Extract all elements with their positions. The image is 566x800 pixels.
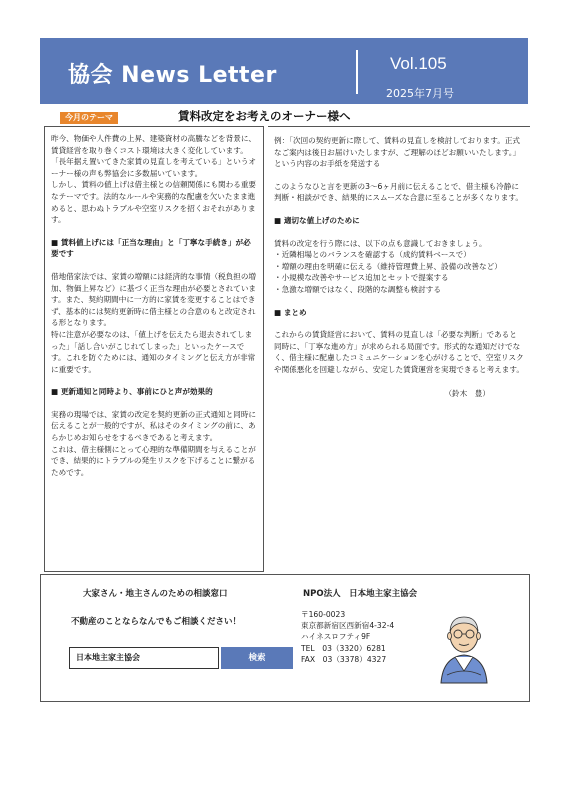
address-line: 〒160-0023 <box>301 610 346 619</box>
paragraph: 特に注意が必要なのは、「値上げを伝えたら退去されてしまった」「話し合いがこじれてしまった」といったケースです。これを防ぐためには、通知のタイミングと伝え方が非常に重要です。 <box>51 329 256 374</box>
phone-line: TEL 03（3320）6281 <box>301 643 386 653</box>
paragraph: 実務の現場では、家賃の改定を契約更新の正式通知と同時に伝えることが一般的ですが、私はそのタイミングの前に、あらかじめお知らせをするべきであると考えます。 <box>51 409 257 443</box>
organization-name: NPO法人 日本地主家主協会 <box>303 589 418 599</box>
newsletter-header <box>40 38 528 104</box>
consult-title: 大家さん・地主さんのための相談窓口 <box>83 589 228 599</box>
section-heading: ■ まとめ <box>274 307 307 317</box>
header-divider <box>356 50 358 94</box>
paragraph: このようなひと言を更新の3～6ヶ月前に伝えることで、借主様も冷静に判断・相談ができ、結果的にスムーズな合意に至ることが多くなります。 <box>274 181 523 203</box>
issue-date: 2025年7月号 <box>386 87 454 100</box>
paragraph: 賃料の改定を行う際には、以下の点も意識しておきましょう。 <box>274 238 487 248</box>
paragraph: これは、借主様側にとって心理的な準備期間を与えることができ、結果的にトラブルの発生リスクを下げることに繋がるためです。 <box>51 444 256 477</box>
section-heading: ■ 賃料値上げには「正当な理由」と「丁寧な手続き」が必要です <box>51 237 251 259</box>
contact-box <box>40 574 530 702</box>
fax-line: FAX 03（3378）4327 <box>301 654 387 664</box>
article-left-column <box>44 126 264 572</box>
list-item: ・小規模な改善やサービス追加とセットで提案する <box>274 273 449 283</box>
tips-list <box>274 249 524 295</box>
paragraph: 例：「次回の契約更新に際して、賃料の見直しを検討しております。正式なご案内は後日お届けいたしますが、ご理解のほどお願いいたします。」という内容のお手紙を発送する <box>274 136 521 169</box>
author-signature: （鈴木 豊） <box>444 388 490 398</box>
section-heading: ■ 更新通知と同時より、事前にひと声が効果的 <box>51 387 213 397</box>
address-block <box>301 609 394 665</box>
section-heading: ■ 適切な値上げのために <box>274 215 360 225</box>
search-button[interactable]: 検索 <box>221 647 293 669</box>
consult-subtitle: 不動産のことならなんでもご相談ください！ <box>71 617 242 627</box>
address-line: ハイネスロフティ9F <box>301 632 371 642</box>
article-title: 賃料改定をお考えのオーナー様へ <box>178 109 351 123</box>
paragraph: しかし、賃料の値上げは借主様との信頼関係にも関わる重要なテーマです。法的なルールや実務的な配慮を欠いたまま進めると、思わぬトラブルや空室リスクを招くおそれがあります。 <box>51 180 257 225</box>
search-input[interactable]: 日本地主家主協会 <box>69 647 219 669</box>
paragraph: 昨今、物価や人件費の上昇、建築資材の高騰などを背景に、賃貸経営を取り巻くコスト環境は大きく変化しています。「長年据え置いてきた家賃の見直しを考えている」というオーナー様の声も弊協会に多数届いています。 <box>51 134 257 178</box>
mascot-illustration <box>433 605 495 685</box>
paragraph: これからの賃貸経営において、賃料の見直しは「必要な判断」であると同時に、「丁寧な進め方」が求められる局面です。形式的な通知だけでなく、借主様に配慮したコミュニケーションを心がけることで、空室リスクや関係悪化を回避しながら、安定した賃貸運営を実現できると考えます。 <box>274 330 524 374</box>
list-item: ・近隣相場とのバランスを確認する（成約賃料ベースで） <box>274 250 471 260</box>
list-item: ・急激な増額ではなく、段階的な調整も検討する <box>274 284 441 294</box>
article-right-column <box>268 126 530 572</box>
paragraph: 借地借家法では、家賃の増額には経済的な事情（税負担の増加、物価上昇など）に基づく正当な理由が必要とされています。また、契約期間中に一方的に家賃を変更することはできず、基本的には契約更新時に借主様との合意のもと改定される形となります。 <box>51 271 257 328</box>
newsletter-brand: 協会 News Letter <box>68 63 277 88</box>
volume-number: Vol.105 <box>390 54 447 73</box>
theme-badge: 今月のテーマ <box>60 112 118 124</box>
list-item: ・増額の理由を明確に伝える（維持管理費上昇、設備の改善など） <box>274 261 502 271</box>
address-line: 東京都新宿区西新宿4-32-4 <box>301 621 395 631</box>
